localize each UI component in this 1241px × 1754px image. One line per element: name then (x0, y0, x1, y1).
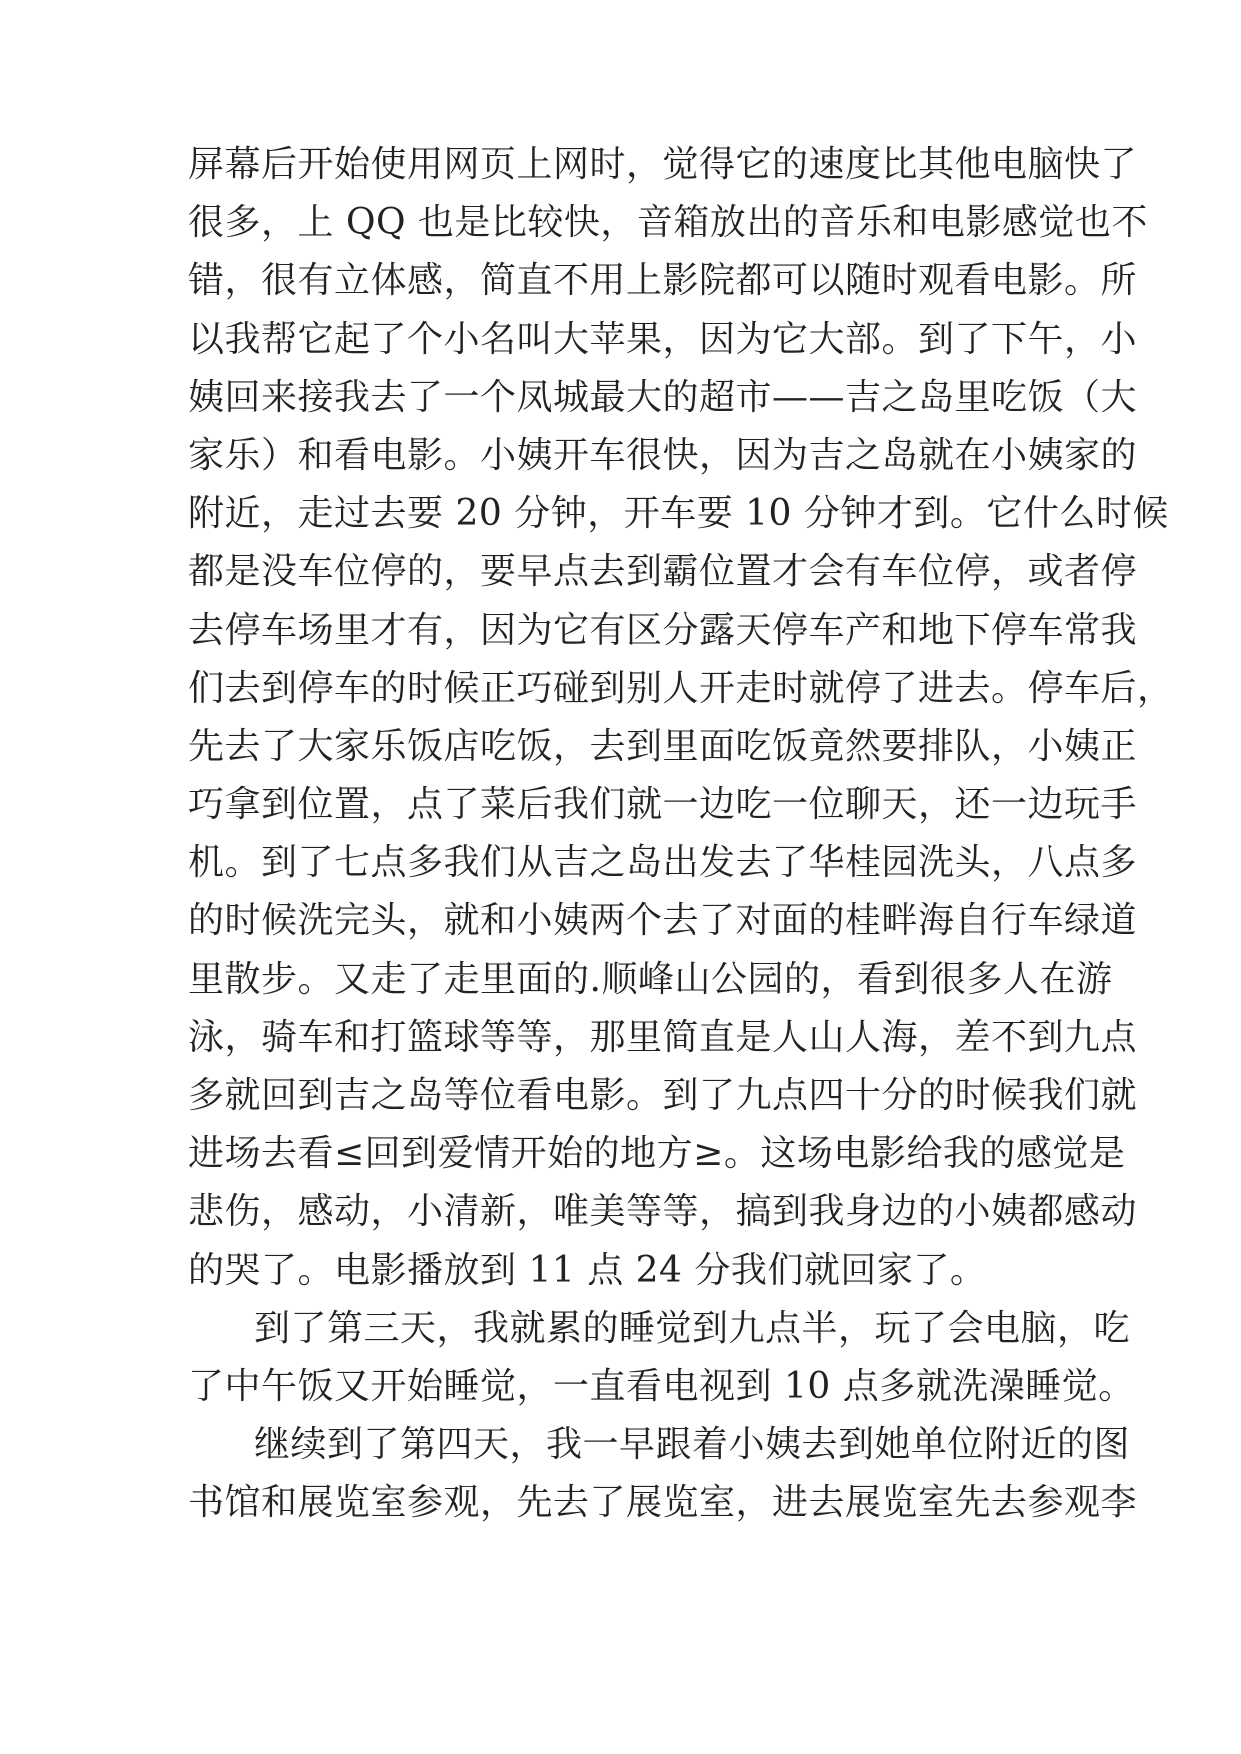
paragraph-start-line: 继续到了第四天，我一早跟着小姨去到她单位附近的图 (254, 1424, 1131, 1466)
text-line: 里散步。又走了走里面的.顺峰山公园的，看到很多人在游 (188, 958, 1113, 1000)
text-line: 屏幕后开始使用网页上网时，觉得它的速度比其他电脑快了 (188, 144, 1138, 185)
text-line: 们去到停车的时候正巧碰到别人开走时就停了进去。停车后， (188, 667, 1174, 709)
text-line: 都是没车位停的，要早点去到霸位置才会有车位停，或者停 (188, 551, 1138, 593)
text-line: 附近，走过去要 20 分钟，开车要 10 分钟才到。它什么时候 (188, 493, 1169, 535)
text-line: 泳，骑车和打篮球等等，那里简直是人山人海，差不到九点 (188, 1016, 1138, 1058)
text-line: 了中午饭又开始睡觉，一直看电视到 10 点多就洗澡睡觉。 (188, 1365, 1135, 1407)
text-line: 多就回到吉之岛等位看电影。到了九点四十分的时候我们就 (188, 1075, 1138, 1116)
text-line: 错，很有立体感，简直不用上影院都可以随时观看电影。所 (188, 260, 1138, 302)
text-line: 巧拿到位置，点了菜后我们就一边吃一位聊天，还一边玩手 (188, 784, 1138, 826)
text-line: 机。到了七点多我们从吉之岛出发去了华桂园洗头，八点多 (188, 842, 1138, 884)
text-line: 悲伤，感动，小清新，唯美等等，搞到我身边的小姨都感动 (188, 1191, 1138, 1233)
body-text (188, 136, 1174, 1533)
text-line: 姨回来接我去了一个凤城最大的超市——吉之岛里吃饭（大 (188, 376, 1138, 418)
text-line: 书馆和展览室参观，先去了展览室，进去展览室先去参观李 (188, 1482, 1138, 1524)
text-line: 先去了大家乐饭店吃饭，去到里面吃饭竟然要排队，小姨正 (188, 725, 1138, 767)
text-line: 去停车场里才有，因为它有区分露天停车产和地下停车常我 (188, 609, 1138, 651)
text-line: 进场去看≤回到爱情开始的地方≥。这场电影给我的感觉是 (188, 1133, 1126, 1175)
paragraph-start-line: 到了第三天，我就累的睡觉到九点半，玩了会电脑，吃 (254, 1307, 1131, 1349)
text-line: 的时候洗完头，就和小姨两个去了对面的桂畔海自行车绿道 (188, 900, 1138, 942)
text-line: 很多，上 QQ 也是比较快，音箱放出的音乐和电影感觉也不 (188, 202, 1148, 244)
text-line: 以我帮它起了个小名叫大苹果，因为它大部。到了下午，小 (188, 318, 1138, 360)
text-line: 的哭了。电影播放到 11 点 24 分我们就回家了。 (188, 1249, 987, 1291)
text-line: 家乐）和看电影。小姨开车很快，因为吉之岛就在小姨家的 (188, 434, 1138, 476)
